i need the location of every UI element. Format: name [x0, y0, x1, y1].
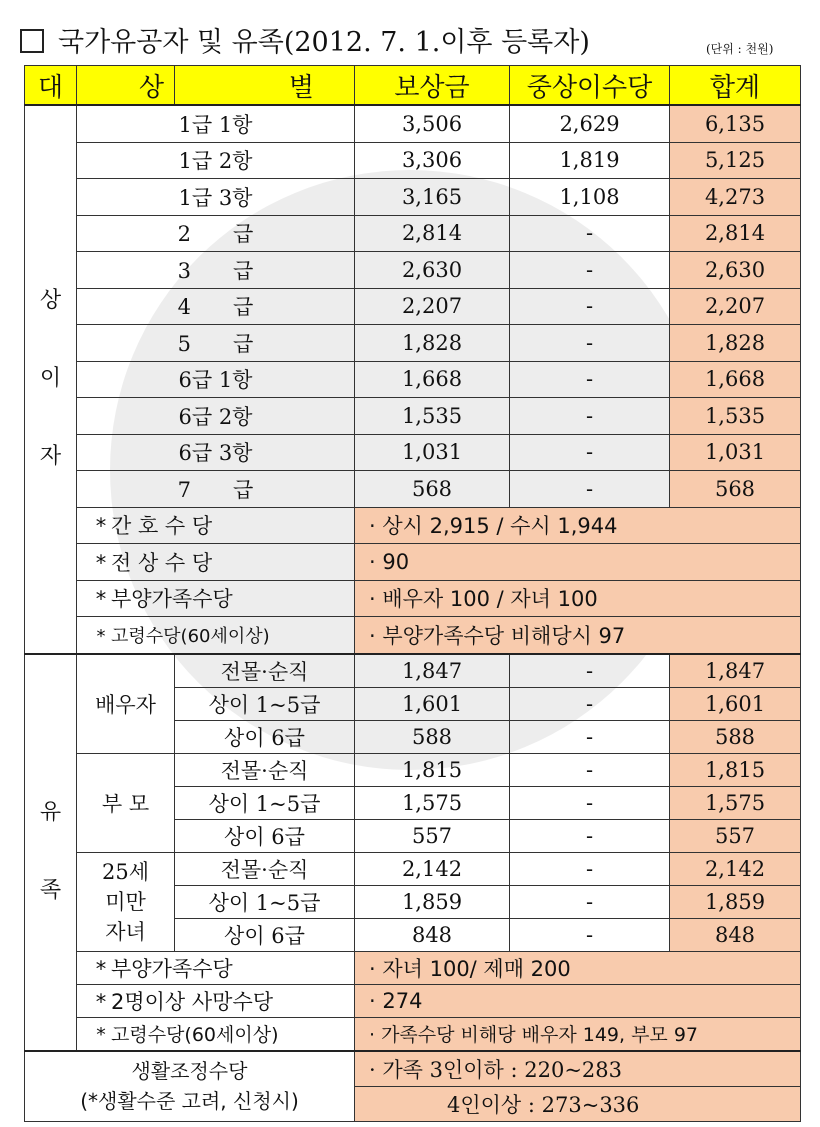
grade-cell: 1급 1항: [77, 105, 355, 142]
compensation-table: [24, 65, 801, 1122]
allowance-label-cell: [77, 507, 355, 544]
total-cell: 588: [670, 720, 801, 753]
comp-cell: 1,847: [355, 654, 510, 688]
table-row: [25, 753, 801, 786]
comp-cell: 3,506: [355, 105, 510, 142]
asterisk-icon: *: [95, 514, 107, 539]
total-cell: 1,668: [670, 361, 801, 398]
table-row: [25, 215, 801, 252]
header-row: [25, 66, 801, 106]
allowance-label-cell: [77, 984, 355, 1017]
allowance-label: 전 상 수 당: [111, 550, 213, 575]
type-cell: 상이 6급: [175, 720, 355, 753]
subgroup-line: 미만: [105, 889, 146, 914]
table-row: [25, 361, 801, 398]
asterisk-icon: *: [96, 625, 106, 647]
type-cell: 전몰·순직: [175, 753, 355, 786]
total-cell: 1,031: [670, 434, 801, 471]
type-cell: 전몰·순직: [175, 654, 355, 688]
comp-cell: 848: [355, 918, 510, 951]
asterisk-icon: *: [96, 1024, 106, 1046]
comp-cell: 1,601: [355, 687, 510, 720]
total-cell: 568: [670, 471, 801, 508]
living-row: [25, 1051, 801, 1087]
extra-cell: -: [510, 325, 670, 362]
allowance-label-cell: [77, 951, 355, 984]
subgroup-line: 25세: [101, 859, 149, 884]
grade-cell: 1급 2항: [77, 142, 355, 179]
total-cell: 2,630: [670, 252, 801, 289]
header-cell: 별: [175, 66, 355, 106]
total-cell: 2,142: [670, 852, 801, 885]
type-cell: 상이 6급: [175, 918, 355, 951]
total-cell: 6,135: [670, 105, 801, 142]
extra-cell: -: [510, 753, 670, 786]
header-cell: 보상금: [355, 66, 510, 106]
comp-cell: 3,306: [355, 142, 510, 179]
extra-cell: -: [510, 398, 670, 435]
allowance-label: 부양가족수당: [111, 956, 233, 981]
grade-cell: 2 급: [77, 215, 355, 252]
grade-cell: 7 급: [77, 471, 355, 508]
allowance-row: [25, 507, 801, 544]
comp-cell: 2,142: [355, 852, 510, 885]
header-cell: 합계: [670, 66, 801, 106]
extra-cell: -: [510, 687, 670, 720]
allowance-label: 2명이상 사망수당: [111, 989, 274, 1014]
asterisk-icon: *: [95, 587, 107, 612]
extra-cell: -: [510, 215, 670, 252]
grade-cell: 6급 2항: [77, 398, 355, 435]
subgroup-spouse: 배우자: [77, 654, 175, 754]
comp-cell: 1,668: [355, 361, 510, 398]
group-label-survivors: [25, 654, 77, 1051]
extra-cell: -: [510, 885, 670, 918]
extra-cell: -: [510, 361, 670, 398]
living-value-cell: · 가족 3인이하 : 220~283: [355, 1051, 801, 1087]
group-label-char: 상: [39, 288, 62, 314]
total-cell: 2,814: [670, 215, 801, 252]
allowance-label-cell: [77, 1017, 355, 1051]
extra-cell: 1,819: [510, 142, 670, 179]
unit-note: (단위 : 천원): [706, 42, 774, 56]
comp-cell: 3,165: [355, 179, 510, 216]
table-row: [25, 142, 801, 179]
allowance-value-cell: · 90: [355, 544, 801, 581]
type-cell: 상이 1~5급: [175, 786, 355, 819]
grade-cell: 5 급: [77, 325, 355, 362]
asterisk-icon: *: [95, 956, 107, 981]
comp-cell: 557: [355, 819, 510, 852]
group-label-char: 이: [39, 366, 62, 392]
extra-cell: -: [510, 918, 670, 951]
table-row: [25, 252, 801, 289]
table-row: [25, 434, 801, 471]
grade-cell: 4 급: [77, 288, 355, 325]
type-cell: 상이 1~5급: [175, 687, 355, 720]
living-label-cell: [25, 1051, 355, 1122]
comp-cell: 2,814: [355, 215, 510, 252]
grade-cell: 1급 3항: [77, 179, 355, 216]
extra-cell: -: [510, 654, 670, 688]
allowance-value-cell: · 274: [355, 984, 801, 1017]
subgroup-parents: 부 모: [77, 753, 175, 852]
group-label-char: 족: [39, 878, 62, 903]
extra-cell: -: [510, 720, 670, 753]
allowance-row: [25, 617, 801, 654]
title-text: 국가유공자 및 유족(2012. 7. 1.이후 등록자): [58, 27, 590, 58]
table-row: [25, 398, 801, 435]
allowance-label-cell: [77, 617, 355, 654]
total-cell: 4,273: [670, 179, 801, 216]
living-value-cell: 4인이상 : 273~336: [355, 1086, 801, 1121]
allowance-row: [25, 544, 801, 581]
allowance-value-cell: · 자녀 100/ 제매 200: [355, 951, 801, 984]
comp-cell: 588: [355, 720, 510, 753]
allowance-value-cell: · 가족수당 비해당 배우자 149, 부모 97: [355, 1017, 801, 1051]
total-cell: 1,859: [670, 885, 801, 918]
extra-cell: -: [510, 819, 670, 852]
allowance-label-cell: [77, 580, 355, 617]
header-cell: 상: [77, 66, 175, 106]
grade-cell: 6급 3항: [77, 434, 355, 471]
table-row: [25, 654, 801, 688]
group-label-injured: [25, 105, 77, 654]
total-cell: 1,815: [670, 753, 801, 786]
type-cell: 상이 6급: [175, 819, 355, 852]
extra-cell: -: [510, 252, 670, 289]
allowance-row: [25, 984, 801, 1017]
total-cell: 1,828: [670, 325, 801, 362]
extra-cell: -: [510, 434, 670, 471]
comp-cell: 1,535: [355, 398, 510, 435]
extra-cell: -: [510, 471, 670, 508]
type-cell: 전몰·순직: [175, 852, 355, 885]
living-note: (*생활수준 고려, 신청시): [80, 1089, 299, 1113]
table-row: [25, 105, 801, 142]
allowance-label: 간 호 수 당: [111, 514, 213, 539]
subgroup-line: 자녀: [105, 919, 146, 944]
grade-cell: 6급 1항: [77, 361, 355, 398]
subgroup-children: [77, 852, 175, 951]
living-label: 생활조정수당: [131, 1059, 248, 1083]
total-cell: 848: [670, 918, 801, 951]
allowance-value-cell: · 상시 2,915 / 수시 1,944: [355, 507, 801, 544]
total-cell: 557: [670, 819, 801, 852]
allowance-label-cell: [77, 544, 355, 581]
type-cell: 상이 1~5급: [175, 885, 355, 918]
comp-cell: 1,859: [355, 885, 510, 918]
table-row: [25, 179, 801, 216]
table-row: [25, 325, 801, 362]
total-cell: 2,207: [670, 288, 801, 325]
comp-cell: 2,207: [355, 288, 510, 325]
comp-cell: 1,815: [355, 753, 510, 786]
allowance-row: [25, 951, 801, 984]
allowance-row: [25, 1017, 801, 1051]
group-label-char: 유: [39, 800, 62, 825]
grade-cell: 3 급: [77, 252, 355, 289]
header-cell: 중상이수당: [510, 66, 670, 106]
header-cell: 대: [25, 66, 77, 106]
extra-cell: -: [510, 288, 670, 325]
total-cell: 1,535: [670, 398, 801, 435]
asterisk-icon: *: [95, 989, 107, 1014]
comp-cell: 1,031: [355, 434, 510, 471]
comp-cell: 2,630: [355, 252, 510, 289]
allowance-label: 부양가족수당: [111, 587, 233, 612]
total-cell: 1,847: [670, 654, 801, 688]
allowance-label: 고령수당(60세이상): [111, 1024, 279, 1046]
extra-cell: -: [510, 786, 670, 819]
asterisk-icon: *: [95, 550, 107, 575]
table-row: [25, 852, 801, 885]
table-row: [25, 471, 801, 508]
comp-cell: 1,575: [355, 786, 510, 819]
allowance-value-cell: · 부양가족수당 비해당시 97: [355, 617, 801, 654]
allowance-value-cell: · 배우자 100 / 자녀 100: [355, 580, 801, 617]
comp-cell: 568: [355, 471, 510, 508]
extra-cell: -: [510, 852, 670, 885]
total-cell: 1,575: [670, 786, 801, 819]
table-row: [25, 288, 801, 325]
checkbox-square-icon: [20, 29, 44, 53]
page-title: [20, 20, 590, 59]
extra-cell: 2,629: [510, 105, 670, 142]
group-label-char: 자: [39, 444, 62, 470]
allowance-label: 고령수당(60세이상): [111, 625, 270, 647]
total-cell: 1,601: [670, 687, 801, 720]
allowance-row: [25, 580, 801, 617]
total-cell: 5,125: [670, 142, 801, 179]
comp-cell: 1,828: [355, 325, 510, 362]
extra-cell: 1,108: [510, 179, 670, 216]
